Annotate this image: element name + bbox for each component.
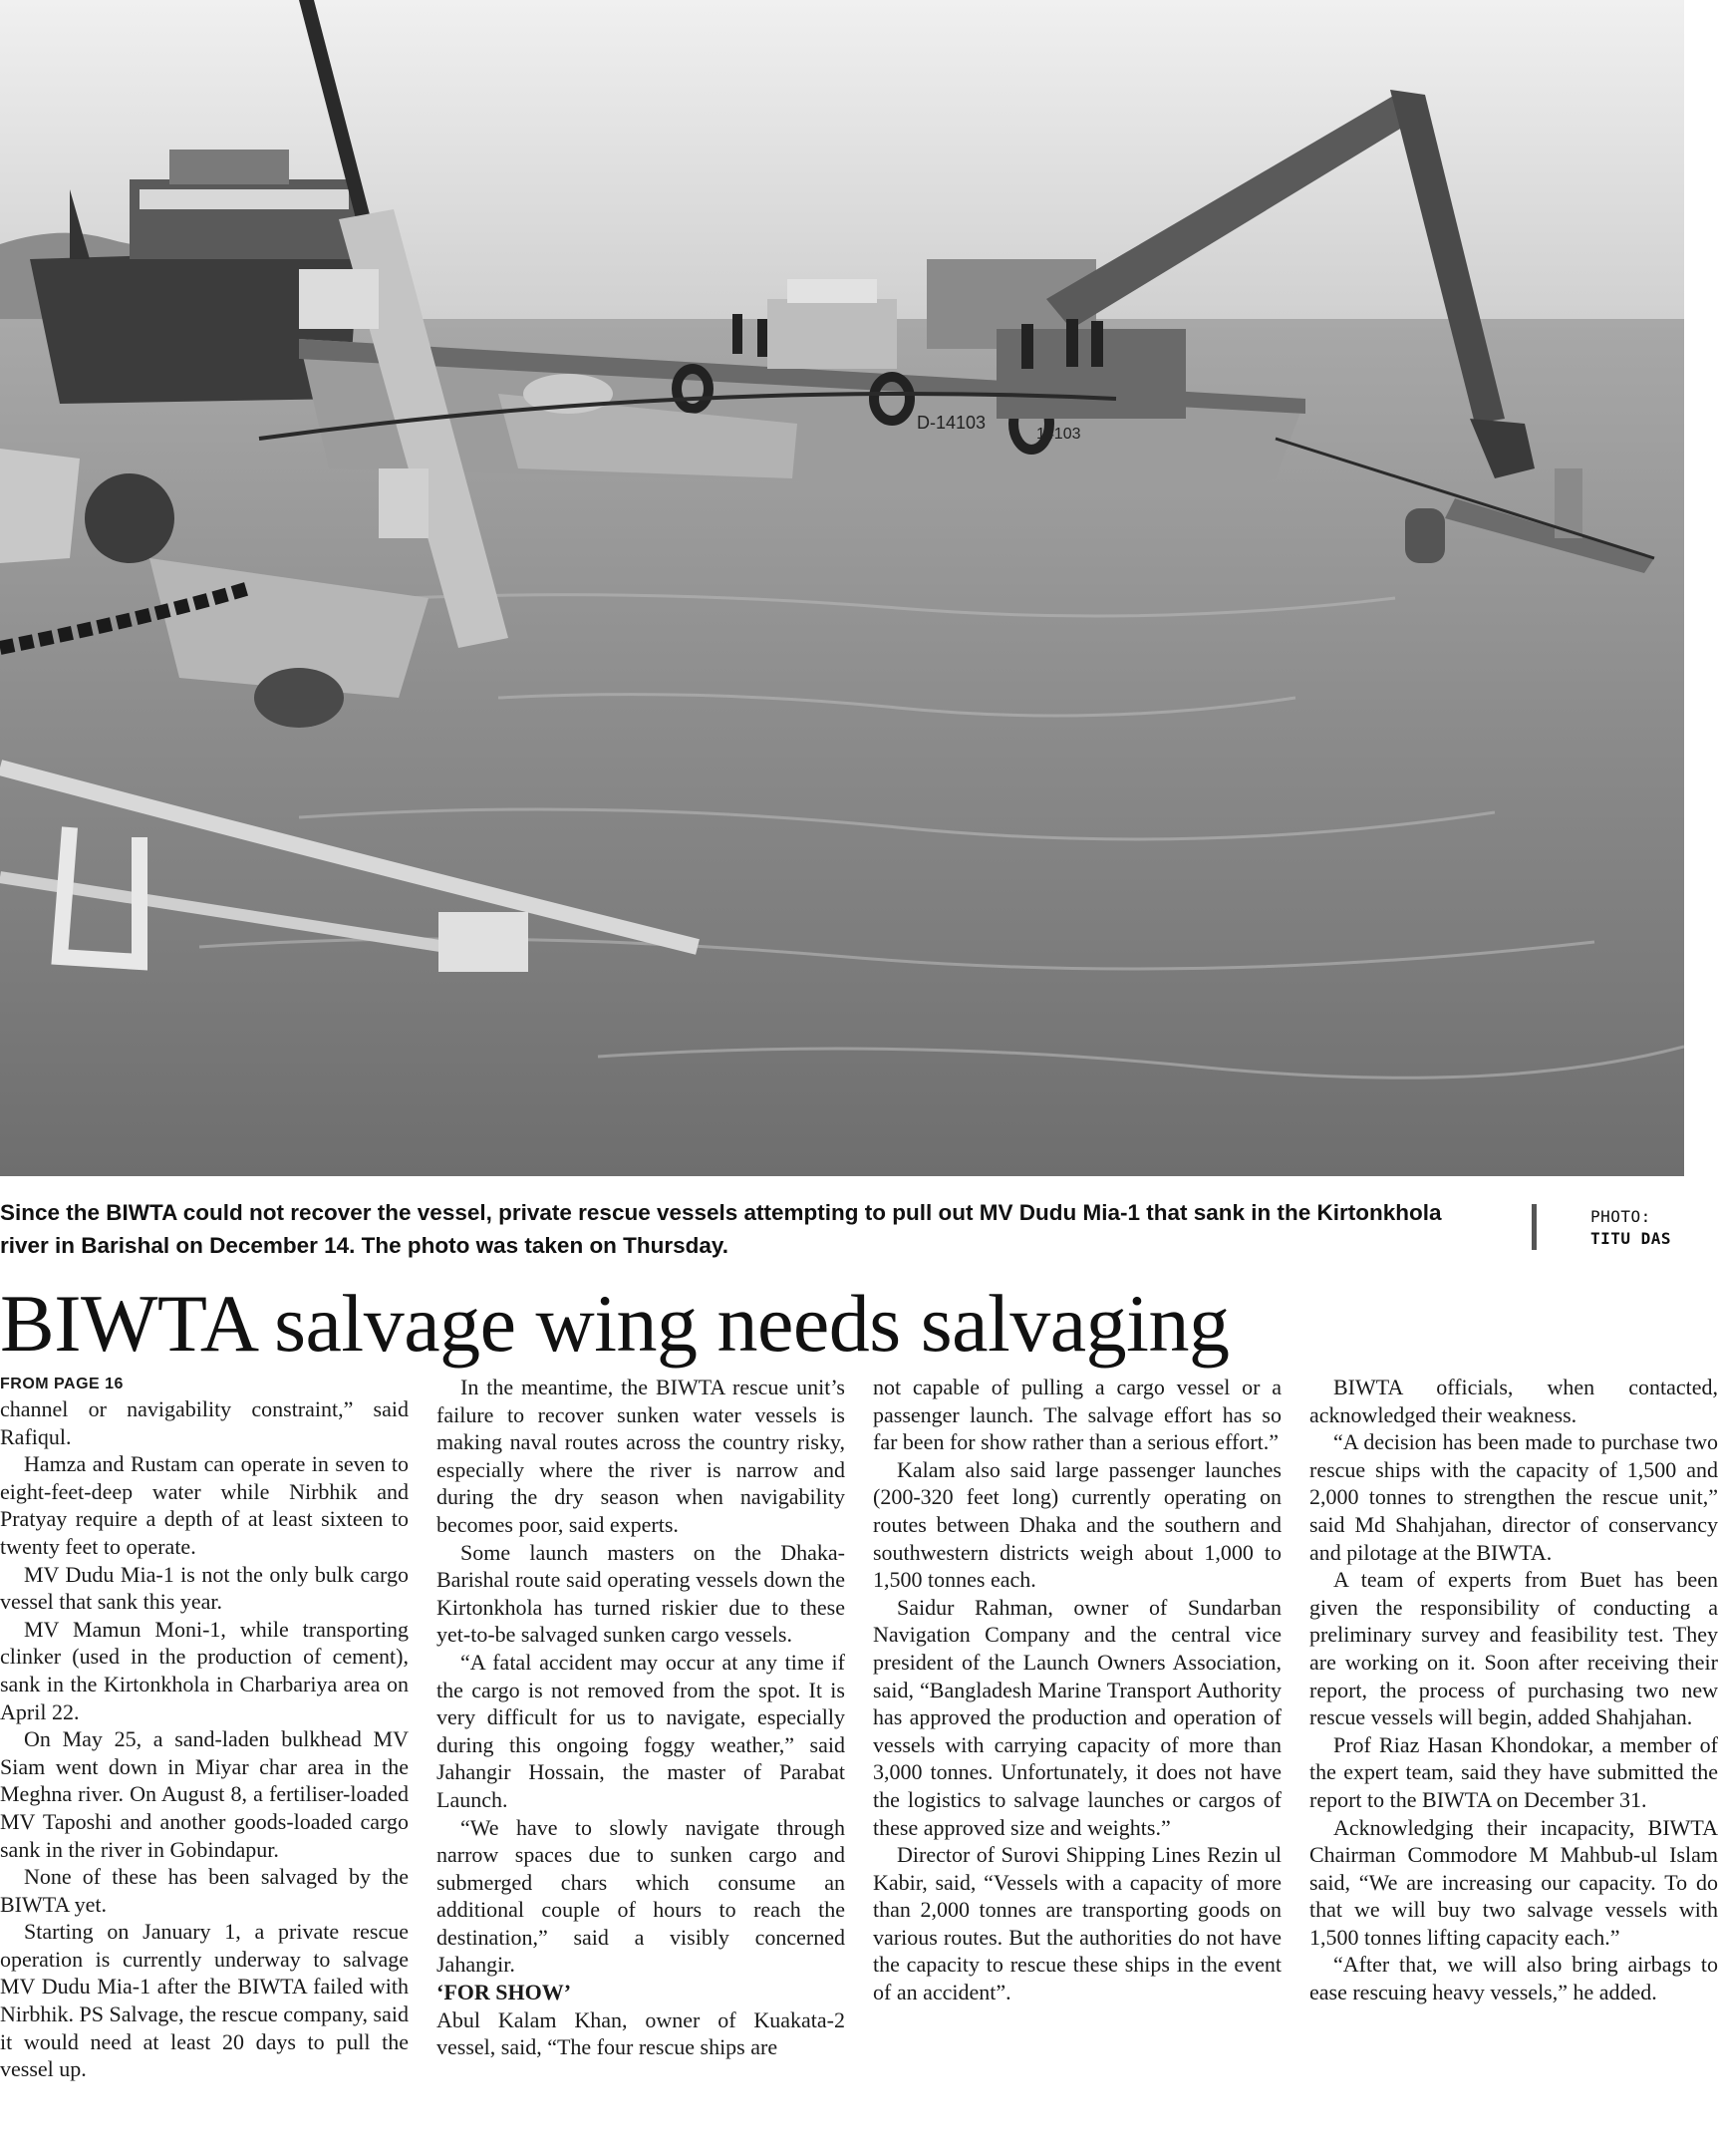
hull-label-1: D-14103 (917, 413, 987, 433)
paragraph: MV Mamun Moni-1, while transporting clinker (used in the production of cement), sank in the Kirtonkhola in Charbariya area on April 22. (0, 1616, 409, 1724)
paragraph: Acknowledging their incapacity, BIWTA Chairman Commodore M Mahbub-ul Islam said, “We are increasing our capacity. To do that we will buy two salvage vessels with 1,500 tonnes lifting capacity each.” (1309, 1814, 1718, 1950)
article-column-1 (0, 1374, 409, 2156)
article-column-3 (873, 1374, 1282, 2156)
paragraph: BIWTA officials, when contacted, acknowledged their weakness. (1309, 1375, 1718, 1427)
photo-credit-label: PHOTO: (1590, 1207, 1651, 1226)
paragraph: In the meantime, the BIWTA rescue unit’s failure to recover sunken water vessels is making naval routes across the country risky, especially where the river is narrow and during the dry season when navigability becomes poor, said experts. (436, 1375, 845, 1537)
article-column-2 (436, 1374, 845, 2156)
paragraph: channel or navigability constraint,” said Rafiqul. (0, 1396, 409, 1449)
paragraph: not capable of pulling a cargo vessel or a passenger launch. The salvage effort has so far been for show rather than a serious effort.” (873, 1375, 1282, 1455)
credit-divider (1532, 1204, 1537, 1250)
paragraph: “A fatal accident may occur at any time if the cargo is not removed from the spot. It is very difficult for us to navigate, especially during this ongoing foggy weather,” said Jahangir Hossain, the master of Parabat Launch. (436, 1649, 845, 1812)
paragraph: Some launch masters on the Dhaka-Barishal route said operating vessels down the Kirtonkhola has turned riskier due to these yet-to-be salvaged sunken cargo vessels. (436, 1539, 845, 1648)
photo-credit-name: TITU DAS (1590, 1229, 1672, 1248)
paragraph: None of these has been salvaged by the BIWTA yet. (0, 1864, 409, 1917)
paragraph: Starting on January 1, a private rescue operation is currently underway to salvage MV Dudu Mia-1 after the BIWTA failed with Nirbhik. PS Salvage, the rescue company, said it would need at least 20 days to pull the vessel up. (0, 1919, 409, 2082)
paragraph: Prof Riaz Hasan Khondokar, a member of the expert team, said they have submitted the report to the BIWTA on December 31. (1309, 1731, 1718, 1812)
subheading-for-show: ‘FOR SHOW’ (436, 1980, 572, 2005)
paragraph: Kalam also said large passenger launches (200-320 feet long) currently operating on routes between Dhaka and the southern and southwestern districts weigh about 1,000 to 1,500 tonnes each. (873, 1456, 1282, 1593)
paragraph: A team of experts from Buet has been given the responsibility of conducting a preliminary survey and feasibility test. They are working on it. Soon after receiving their report, the process of purchasing two new rescue vessels will begin, added Shahjahan. (1309, 1567, 1718, 1730)
paragraph: Saidur Rahman, owner of Sundarban Navigation Company and the central vice president of the Launch Owners Association, said, “Bangladesh Marine Transport Authority has approved the production and operation of vessels with carrying capacity of more than 3,000 tonnes. Unfortunately, it does not have the logistics to salvage launches or cargos of these approved size and weights.” (873, 1594, 1282, 1840)
paragraph: Hamza and Rustam can operate in seven to eight-feet-deep water while Nirbhik and Pratyay require a depth of at least sixteen to twenty feet to operate. (0, 1451, 409, 1559)
photo-caption: Since the BIWTA could not recover the vessel, private rescue vessels attempting to pull out MV Dudu Mia-1 that sank in the Kirtonkhola river in Barishal on December 14. The photo was taken on Thursday. (0, 1200, 1442, 1258)
hull-label-2: 14103 (1036, 426, 1081, 443)
photo-credit (1590, 1206, 1671, 1250)
headline: BIWTA salvage wing needs salvaging (0, 1278, 1230, 1369)
paragraph: Abul Kalam Khan, owner of Kuakata-2 vessel, said, “The four rescue ships are (436, 2006, 845, 2060)
paragraph: “A decision has been made to purchase two rescue ships with the capacity of 1,500 and 2,000 tonnes to strengthen the rescue unit,” said Md Shahjahan, director of conservancy and pilotage at the BIWTA. (1309, 1429, 1718, 1565)
continued-from-kicker: FROM PAGE 16 (0, 1376, 124, 1392)
paragraph: MV Dudu Mia-1 is not the only bulk cargo vessel that sank this year. (0, 1561, 409, 1615)
article-column-4 (1309, 1374, 1718, 2156)
paragraph: Director of Surovi Shipping Lines Rezin ul Kabir, said, “Vessels with a capacity of more than 2,000 tonnes are transporting goods on various routes. But the authorities do not have the capacity to rescue these ships in the event of an accident”. (873, 1842, 1282, 2005)
paragraph: “We have to slowly navigate through narrow spaces due to sunken cargo and submerged chars which consume an additional couple of hours to reach the destination,” said a visibly concerned Jahangir. (436, 1814, 845, 1978)
paragraph: “After that, we will also bring airbags to ease rescuing heavy vessels,” he added. (1309, 1952, 1718, 2005)
paragraph: On May 25, a sand-laden bulkhead MV Siam went down in Miyar char area in the Meghna river. On August 8, a fertiliser-loaded MV Taposhi and another goods-loaded cargo sank in the river in Gobindapur. (0, 1726, 409, 1862)
